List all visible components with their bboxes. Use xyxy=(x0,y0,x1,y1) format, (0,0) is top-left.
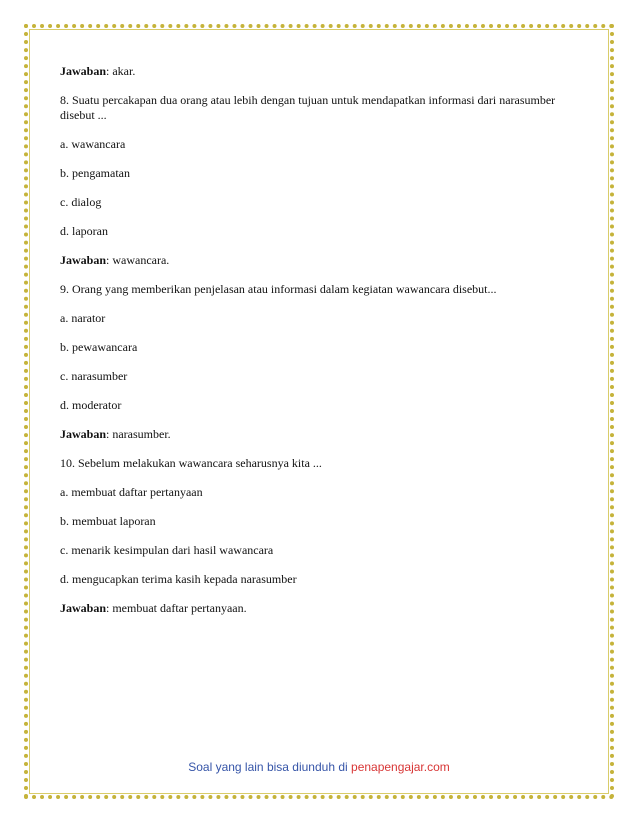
option-line: b. membuat laporan xyxy=(60,514,156,528)
option-line: c. menarik kesimpulan dari hasil wawancara xyxy=(60,543,274,557)
answer-text: : akar. xyxy=(106,64,136,78)
answer-label: Jawaban xyxy=(60,601,107,615)
option-line: c. dialog xyxy=(60,195,102,209)
answer-label: Jawaban xyxy=(60,64,107,78)
document-content xyxy=(60,64,580,630)
option-line: d. mengucapkan terima kasih kepada narasumber xyxy=(60,572,297,586)
question-line: 8. Suatu percakapan dua orang atau lebih dengan tujuan untuk mendapatkan informasi dari narasumber disebut ... xyxy=(60,93,559,122)
option-line: a. wawancara xyxy=(60,137,126,151)
footer-link[interactable]: penapengajar.com xyxy=(351,760,450,774)
answer-line xyxy=(60,64,580,79)
answer-line xyxy=(60,601,580,616)
option-line: b. pewawancara xyxy=(60,340,138,354)
option-line: a. membuat daftar pertanyaan xyxy=(60,485,203,499)
question-line: 10. Sebelum melakukan wawancara seharusnya kita ... xyxy=(60,456,322,470)
option-line: a. narator xyxy=(60,311,106,325)
answer-text: : membuat daftar pertanyaan. xyxy=(106,601,247,615)
footer-text: Soal yang lain bisa diunduh di xyxy=(188,760,352,774)
option-line: c. narasumber xyxy=(60,369,128,383)
option-line: b. pengamatan xyxy=(60,166,130,180)
answer-line xyxy=(60,427,580,442)
option-line: d. laporan xyxy=(60,224,108,238)
footer xyxy=(0,760,638,775)
answer-line xyxy=(60,253,580,268)
question-line: 9. Orang yang memberikan penjelasan atau informasi dalam kegiatan wawancara disebut... xyxy=(60,282,497,296)
option-line: d. moderator xyxy=(60,398,122,412)
answer-label: Jawaban xyxy=(60,253,107,267)
answer-text: : narasumber. xyxy=(106,427,171,441)
answer-text: : wawancara. xyxy=(106,253,170,267)
answer-label: Jawaban xyxy=(60,427,107,441)
